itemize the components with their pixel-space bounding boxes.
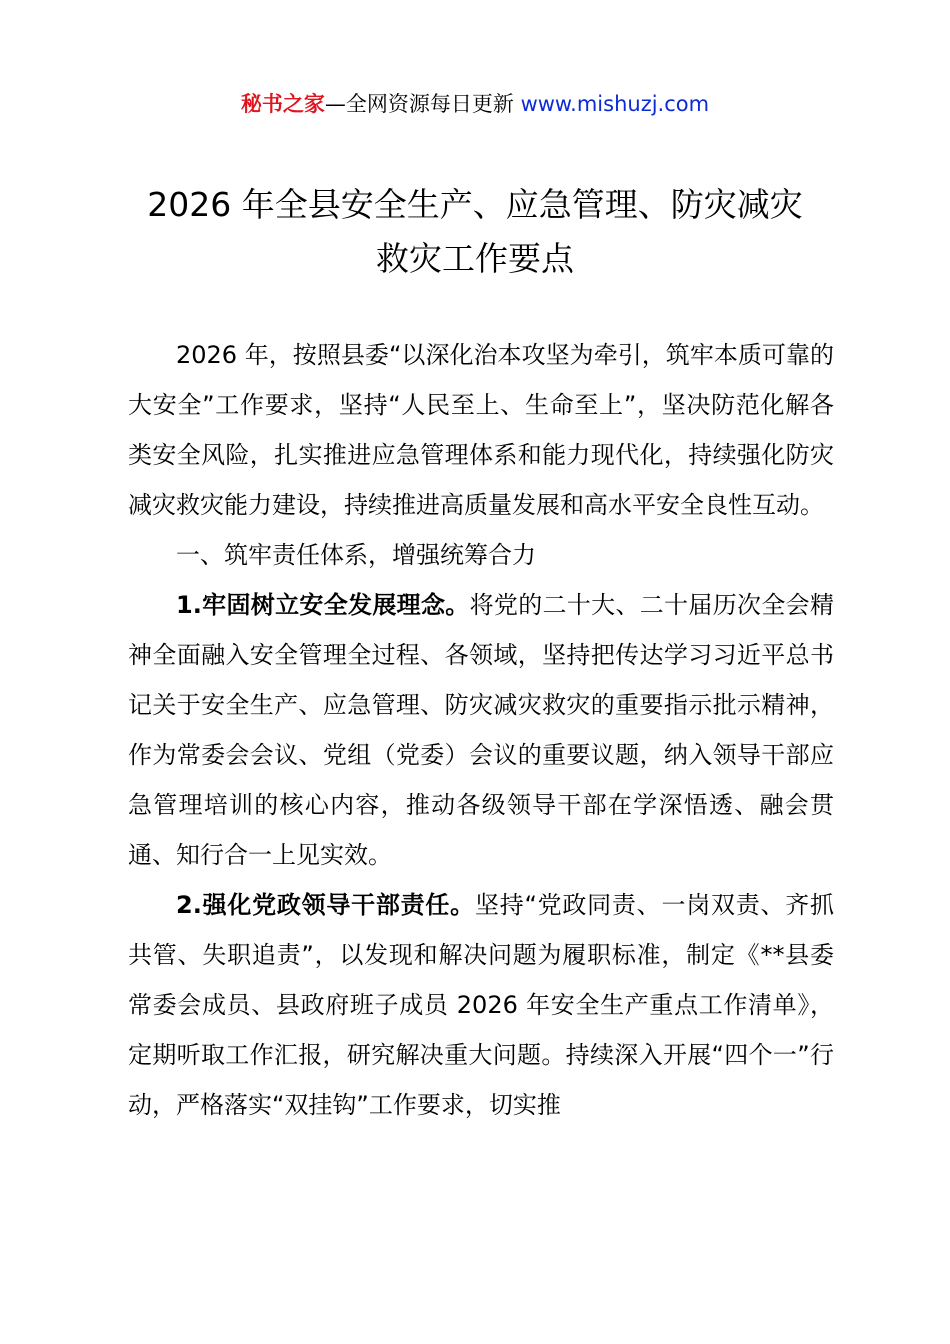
title-line-1: 2026 年全县安全生产、应急管理、防灾减灾	[147, 185, 803, 224]
site-brand: 秘书之家	[240, 92, 325, 116]
site-tagline: —全网资源每日更新	[324, 92, 521, 116]
item-1-lead: 1.牢固树立安全发展理念。	[176, 591, 470, 619]
item-1-paragraph	[128, 580, 834, 880]
item-1-text: 将党的二十大、二十届历次全会精神全面融入安全管理全过程、各领域，坚持把传达学习习近平总书记关于安全生产、应急管理、防灾减灾救灾的重要指示批示精神，作为常委会会议、党组（党委）会议的重要议题，纳入领导干部应急管理培训的核心内容，推动各级领导干部在学深悟透、融会贯通、知行合一上见实效。	[128, 591, 834, 869]
site-header	[0, 86, 950, 122]
title-line-2: 救灾工作要点	[376, 239, 574, 278]
item-2-text: 坚持“党政同责、一岗双责、齐抓共管、失职追责”，以发现和解决问题为履职标准，制定《**县委常委会成员、县政府班子成员 2026 年安全生产重点工作清单》，定期听取工作汇报，研究解决重大问题。持续深入开展“四个一”行动，严格落实“双挂钩”工作要求，切实推	[128, 891, 834, 1119]
site-url-link[interactable]: www.mishuzj.com	[520, 92, 710, 116]
section-1-heading: 一、筑牢责任体系，增强统筹合力	[176, 541, 536, 569]
item-2-paragraph	[128, 880, 834, 1130]
intro-paragraph: 2026 年，按照县委“以深化治本攻坚为牵引，筑牢本质可靠的大安全”工作要求，坚持“人民至上、生命至上”，坚决防范化解各类安全风险，扎实推进应急管理体系和能力现代化，持续强化防灾减灾救灾能力建设，持续推进高质量发展和高水平安全良性互动。	[128, 341, 834, 519]
item-2-lead: 2.强化党政领导干部责任。	[176, 891, 475, 919]
document-body	[128, 330, 834, 1130]
document-title	[60, 178, 890, 286]
